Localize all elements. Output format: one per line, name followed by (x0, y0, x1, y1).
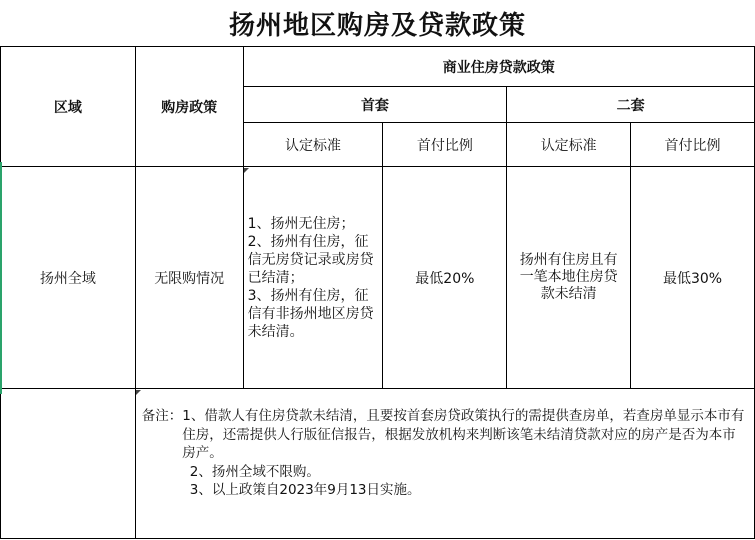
header-second-home: 二套 (507, 87, 755, 123)
header-loan-policy: 商业住房贷款政策 (243, 47, 754, 87)
header-first-down-payment: 首付比例 (383, 123, 507, 167)
notes-cell (135, 389, 754, 539)
header-second-down-payment: 首付比例 (631, 123, 755, 167)
first-criteria-item: 2、扬州有住房，征信无房贷记录或房贷已结清； (247, 233, 374, 286)
notes-label: 备注： (141, 408, 183, 424)
cell-first-down-payment: 最低20% (383, 167, 507, 389)
cell-region: 扬州全域 (1, 167, 136, 389)
cell-corner-marker (244, 168, 249, 173)
first-criteria-item: 1、扬州无住房； (247, 215, 355, 232)
first-criteria-item: 3、扬州有住房，征信有非扬州地区房贷未结清。 (247, 287, 374, 340)
note-item: 1、借款人有住房贷款未结清，且要按首套房贷政策执行的需提供查房单，若查房单显示本市有住房，还需提供人行版征信报告，根据发放机构来判断该笔未结清贷款对应的房产是否为本市房产。 (182, 408, 745, 461)
cell-corner-marker (136, 390, 141, 395)
cell-second-down-payment: 最低30% (631, 167, 755, 389)
header-second-criteria: 认定标准 (507, 123, 631, 167)
page-title: 扬州地区购房及贷款政策 (228, 10, 526, 41)
note-item: 2、扬州全域不限购。 (189, 463, 320, 480)
cell-purchase-policy: 无限购情况 (135, 167, 243, 389)
row-highlight-bar (0, 162, 2, 394)
notes-blank-cell (1, 389, 136, 539)
cell-second-criteria: 扬州有住房且有一笔本地住房贷款未结清 (507, 167, 631, 389)
cell-first-criteria (243, 167, 383, 389)
policy-table (0, 46, 755, 539)
header-region: 区域 (1, 47, 136, 167)
header-first-criteria: 认定标准 (243, 123, 383, 167)
header-first-home: 首套 (243, 87, 507, 123)
note-item: 3、以上政策自2023年9月13日实施。 (189, 482, 421, 498)
header-purchase-policy: 购房政策 (135, 47, 243, 167)
